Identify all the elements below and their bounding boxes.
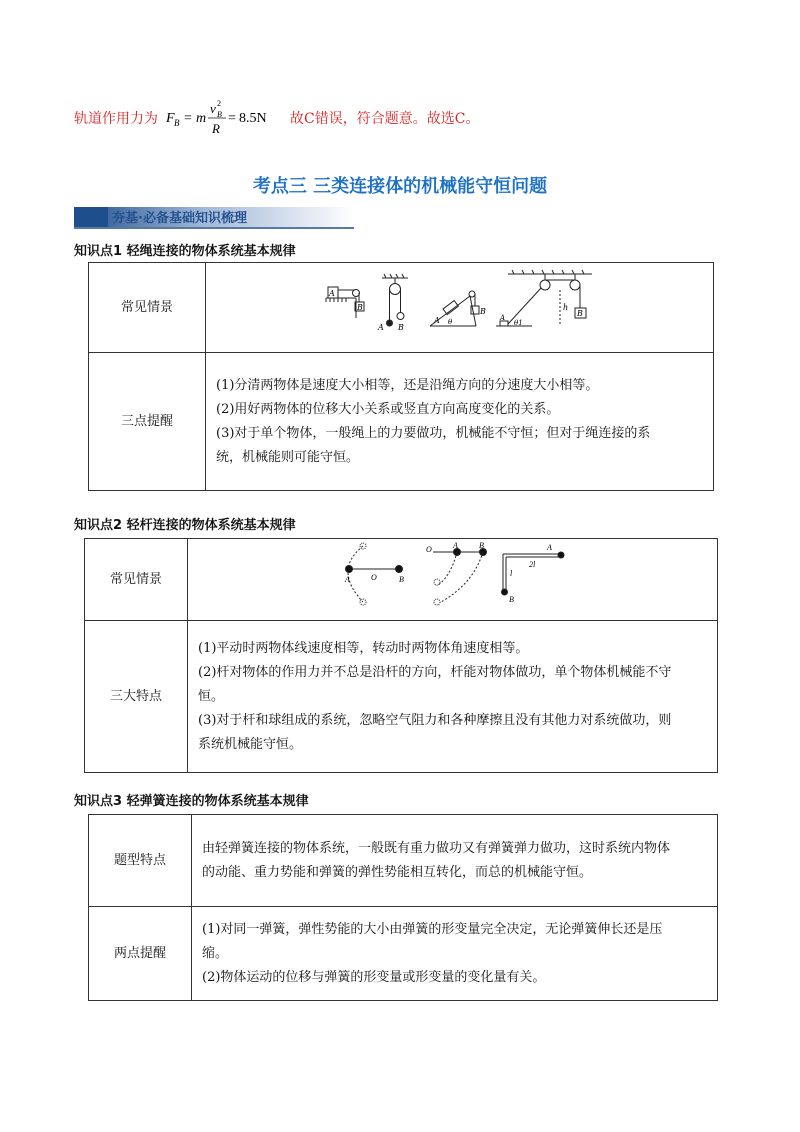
section2-heading: 知识点2 轻杆连接的物体系统基本规律 <box>74 518 296 533</box>
intro-prefix: 轨道作用力为 <box>74 111 158 127</box>
section2-points <box>188 621 718 773</box>
rod3-label-2l: 2l <box>528 560 535 569</box>
section1-row1-label: 常见情景 <box>89 263 206 353</box>
section2-point: (3)对于杆和球组成的系统，忽略空气阻力和各种摩擦且没有其他力对系统做功，则 <box>198 712 672 728</box>
section3-point: (1)对同一弹簧，弹性势能的大小由弹簧的形变量完全决定，无论弹簧伸长还是压 <box>202 921 663 937</box>
section3-table <box>88 814 718 1001</box>
rod2-label-a: A <box>452 541 458 550</box>
section1-row2-label: 三点提醒 <box>89 353 206 491</box>
fig2-label-a: A <box>377 323 384 332</box>
section1-point: (3)对于单个物体，一般绳上的力要做功，机械能不守恒；但对于绳连接的系 <box>216 425 651 441</box>
section3-point: (2)物体运动的位移与弹簧的形变量或形变量的变化量有关。 <box>202 969 546 985</box>
section2-row2-label: 三大特点 <box>85 621 188 773</box>
fig1-label-b: B <box>356 303 363 312</box>
banner-text: 夯基·必备基础知识梳理 <box>112 211 247 226</box>
fig2-label-b: B <box>397 323 404 332</box>
section3-row1-text <box>192 815 718 907</box>
section2-point: (1)平动时两物体线速度相等，转动时两物体角速度相等。 <box>198 640 529 656</box>
formula-v: v <box>210 101 216 116</box>
section2-point: 恒。 <box>198 688 225 704</box>
rod3-label-l: l <box>509 569 512 578</box>
formula-F: F <box>166 111 175 126</box>
rod1-label-a: A <box>344 575 350 584</box>
force-formula <box>164 98 284 138</box>
section3-text-line: 的动能、重力势能和弹簧的弹性势能相互转化，而总的机械能守恒。 <box>202 864 593 880</box>
section1-points <box>206 353 714 491</box>
section2-table <box>84 538 718 773</box>
formula-sub-v: B <box>217 110 222 119</box>
section3-row2-label: 两点提醒 <box>89 907 192 1001</box>
fig3-label-b: B <box>479 307 486 316</box>
section1-point: (2)用好两物体的位移大小关系或竖直方向高度变化的关系。 <box>216 401 560 417</box>
rod-diagrams <box>333 540 573 610</box>
fig3-label-theta: θ <box>447 318 452 326</box>
formula-m: m <box>196 111 207 126</box>
rope-diagrams <box>320 268 600 338</box>
formula-eq2: = <box>228 111 236 126</box>
rod1-label-b: B <box>398 575 404 584</box>
fig4-label-h: h <box>562 303 568 312</box>
section3-point: 缩。 <box>202 945 229 961</box>
section2-point: (2)杆对物体的作用力并不总是沿杆的方向，杆能对物体做功，单个物体机械能不守 <box>198 664 672 680</box>
rod2-label-b: B <box>478 541 484 550</box>
formula-eq1: = <box>184 111 192 126</box>
fig4-label-a: A <box>499 314 505 322</box>
formula-R: R <box>212 121 220 136</box>
section3-row1-label: 题型特点 <box>89 815 192 907</box>
fig4-label-theta1: θ1 <box>513 319 523 327</box>
section3-points <box>192 907 718 1001</box>
intro-line <box>74 98 479 138</box>
rope-scenarios-figure <box>206 263 714 353</box>
section2-point: 系统机械能守恒。 <box>198 736 303 752</box>
fig3-label-a: A <box>433 316 440 325</box>
formula-value: 8.5N <box>239 111 267 126</box>
rod2-label-o: O <box>425 545 432 554</box>
formula-sub-b: B <box>174 118 180 128</box>
rod3-label-b: B <box>508 595 514 604</box>
section1-heading: 知识点1 轻绳连接的物体系统基本规律 <box>74 244 296 259</box>
rod-scenarios-figure <box>188 539 718 621</box>
section1-point: (1)分清两物体是速度大小相等，还是沿绳方向的分速度大小相等。 <box>216 377 599 393</box>
section1-point: 统，机械能则可能守恒。 <box>216 449 360 465</box>
section3-heading: 知识点3 轻弹簧连接的物体系统基本规律 <box>74 794 309 809</box>
section-banner <box>74 204 354 230</box>
page-title: 考点三 三类连接体的机械能守恒问题 <box>252 176 548 197</box>
rod3-label-a: A <box>546 543 552 552</box>
fig1-label-a: A <box>328 289 335 298</box>
fig4-label-b: B <box>576 309 583 318</box>
section1-table <box>88 262 714 491</box>
formula-sup: 2 <box>217 99 221 108</box>
intro-suffix: 故C错误，符合题意。故选C。 <box>290 111 480 127</box>
section2-row1-label: 常见情景 <box>85 539 188 621</box>
section3-text-line: 由轻弹簧连接的物体系统，一般既有重力做功又有弹簧弹力做功，这时系统内物体 <box>202 840 671 856</box>
rod1-label-o: O <box>370 573 377 582</box>
